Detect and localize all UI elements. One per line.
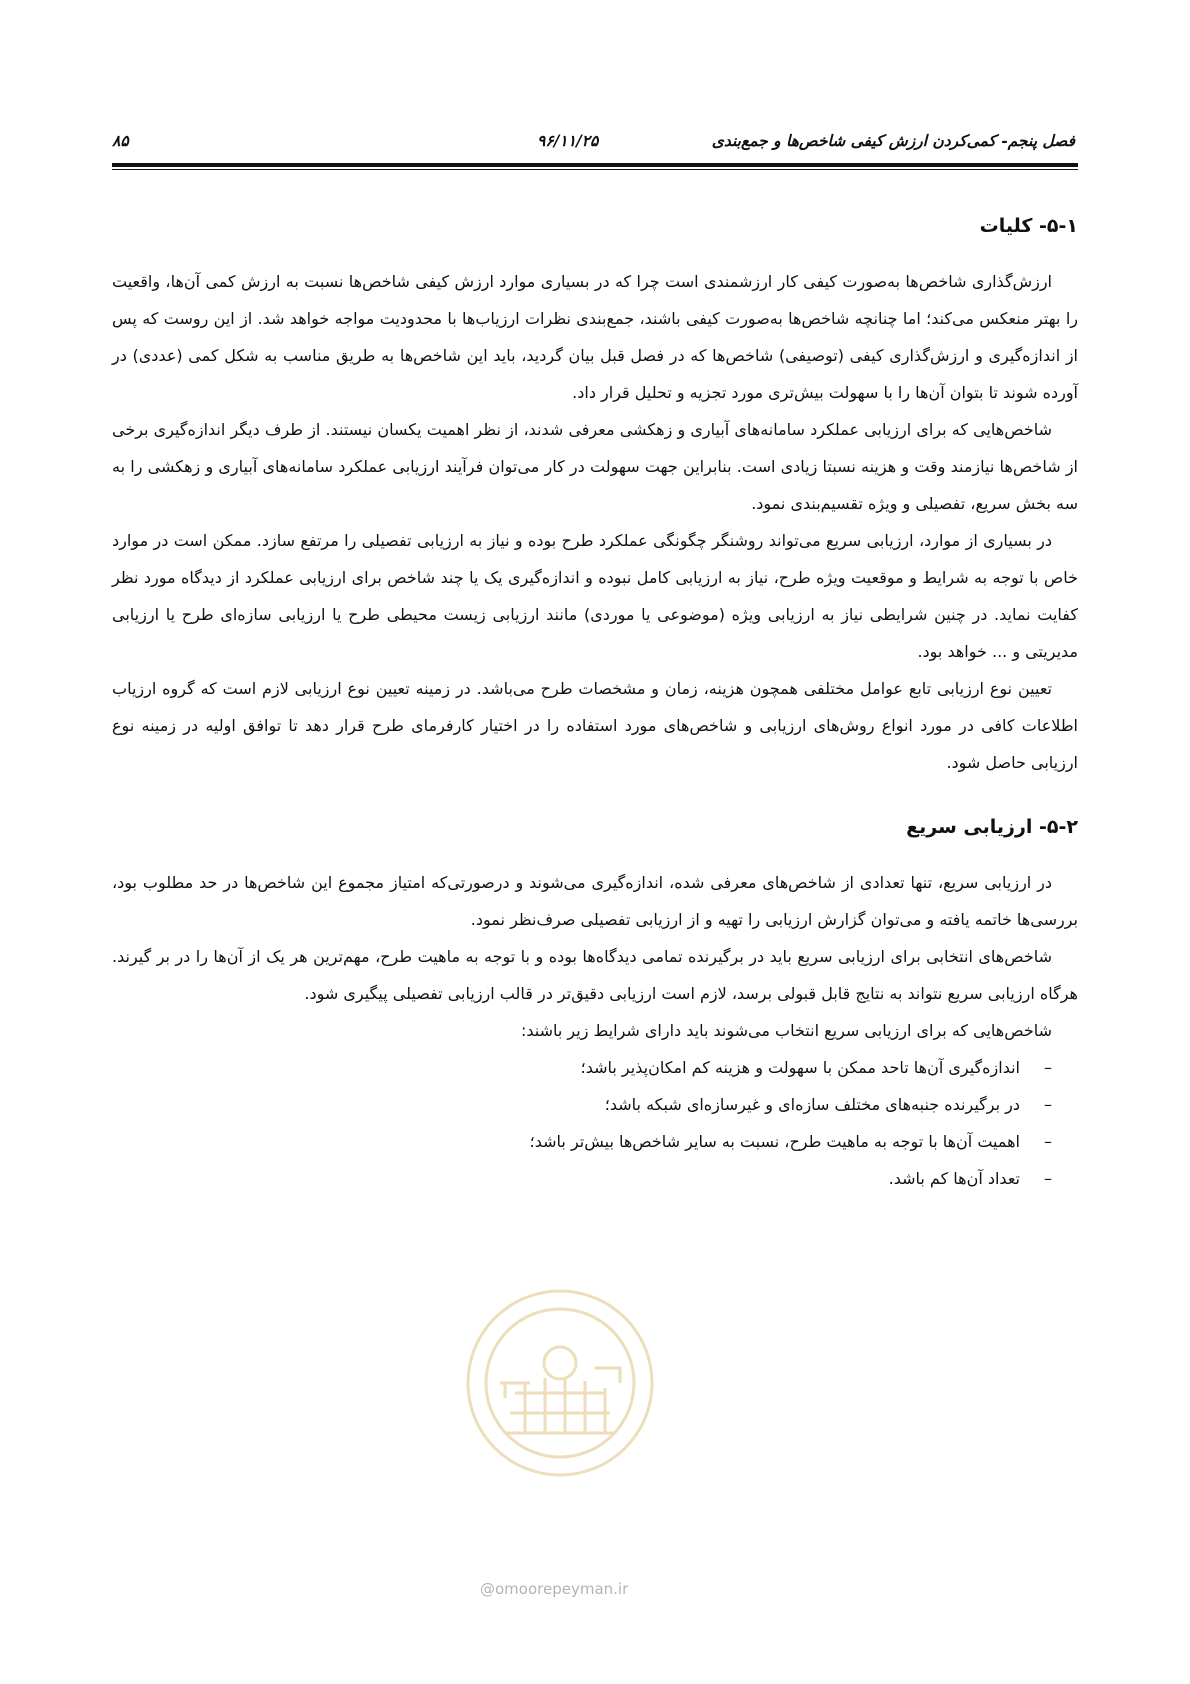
list-intro: شاخص‌هایی که برای ارزیابی سریع انتخاب می‌شوند باید دارای شرایط زیر باشند: (520, 1021, 1052, 1040)
section1-paragraph: شاخص‌هایی که برای ارزیابی عملکرد سامانه‌های آبیاری و زهکشی معرفی شدند، از نظر اهمیت یکسان نیستند. از طرف دیگر اندازه‌گیری برخی از شاخص‌ها نیازمند وقت و هزینه نسبتا زیادی است. بنابراین جهت سهولت در کار می‌توان فرآیند ارزیابی عملکرد سامانه‌های آبیاری و زهکشی را به سه بخش سریع، تفصیلی و ویژه تقسیم‌بندی نمود. (112, 420, 1078, 513)
dash-marker: – (1044, 1058, 1052, 1077)
criteria-list (112, 1049, 1078, 1197)
section2-paragraph: شاخص‌های انتخابی برای ارزیابی سریع باید در برگیرنده تمامی دیدگاه‌ها بوده و با توجه به ماهیت طرح، مهم‌ترین هر یک از آن‌ها را در بر گیرند. هرگاه ارزیابی سریع نتواند به نتایج قابل قبولی برسد، لازم است ارزیابی دقیق‌تر در قالب ارزیابی تفصیلی پیگیری شود. (112, 947, 1078, 1003)
section-heading-rapid-evaluation: ۵-۲- ارزیابی سریع (906, 816, 1078, 838)
page-content (112, 210, 1078, 1197)
page-header (112, 128, 1075, 156)
list-item (112, 1049, 1078, 1086)
header-date: ۹۶/۱۱/۲۵ (537, 131, 599, 150)
section1-paragraph: در بسیاری از موارد، ارزیابی سریع می‌تواند روشنگر چگونگی عملکرد طرح بوده و نیاز به ارزیابی تفصیلی را مرتفع سازد. ممکن است در موارد خاص با توجه به شرایط و موقعیت ویژه طرح، نیاز به ارزیابی کامل نبوده و اندازه‌گیری یک یا چند شاخص برای ارزیابی عملکرد از دیدگاه مورد نظر کفایت نماید. در چنین شرایطی نیاز به ارزیابی ویژه (موضوعی یا موردی) مانند ارزیابی زیست محیطی طرح یا ارزیابی سازه‌ای طرح یا ارزیابی مدیریتی و ... خواهد بود. (112, 531, 1078, 661)
list-item-text: تعداد آن‌ها کم باشد. (888, 1169, 1020, 1188)
page-number: ۸۵ (112, 131, 129, 150)
list-item (112, 1086, 1078, 1123)
dash-marker: – (1044, 1095, 1052, 1114)
section1-paragraph: تعیین نوع ارزیابی تابع عوامل مختلفی همچون هزینه، زمان و مشخصات طرح می‌باشد. در زمینه تعیین نوع ارزیابی لازم است که گروه ارزیاب اطلاعات کافی در مورد انواع روش‌های ارزیابی و شاخص‌های مورد استفاده را در اختیار کارفرمای طرح قرار دهد تا توافق اولیه در زمینه نوع ارزیابی حاصل شود. (112, 679, 1078, 772)
watermark-site: @omoorepeyman.ir (480, 1580, 629, 1598)
list-item-text: در برگیرنده جنبه‌های مختلف سازه‌ای و غیرسازه‌ای شبکه باشد؛ (604, 1095, 1020, 1114)
header-rule-thick (112, 163, 1078, 167)
list-item (112, 1123, 1078, 1160)
chapter-title: فصل پنجم- کمی‌کردن ارزش کیفی شاخص‌ها و جمع‌بندی (711, 131, 1075, 150)
section1-paragraph: ارزش‌گذاری شاخص‌ها به‌صورت کیفی کار ارزشمندی است چرا که در بسیاری موارد ارزش کیفی شاخص‌ها نسبت به ارزش کمی آن‌ها، واقعیت را بهتر منعکس می‌کند؛ اما چنانچه شاخص‌ها به‌صورت کیفی باشند، جمع‌بندی نظرات ارزیاب‌ها با محدودیت مواجه خواهد شد. از این روست که پس از اندازه‌گیری و ارزش‌گذاری کیفی (توصیفی) شاخص‌ها که در فصل قبل بیان گردید، باید این شاخص‌ها به طریق مناسب به شکل کمی (عددی) در آورده شوند تا بتوان آن‌ها را با سهولت بیش‌تری مورد تجزیه و تحلیل قرار داد. (112, 272, 1078, 402)
section-heading-general: ۵-۱- کلیات (979, 215, 1078, 237)
dash-marker: – (1044, 1169, 1052, 1188)
dash-marker: – (1044, 1132, 1052, 1151)
header-rule-thin (112, 169, 1078, 170)
list-item-text: اندازه‌گیری آن‌ها تاحد ممکن با سهولت و هزینه کم امکان‌پذیر باشد؛ (580, 1058, 1020, 1077)
list-item (112, 1160, 1078, 1197)
watermark-seal-icon (455, 1283, 665, 1483)
section2-paragraph: در ارزیابی سریع، تنها تعدادی از شاخص‌های معرفی شده، اندازه‌گیری می‌شوند و درصورتی‌که امتیاز مجموع این شاخص‌ها در حد مطلوب بود، بررسی‌ها خاتمه یافته و می‌توان گزارش ارزیابی را تهیه و از ارزیابی تفصیلی صرف‌نظر نمود. (112, 873, 1078, 929)
list-item-text: اهمیت آن‌ها با توجه به ماهیت طرح، نسبت به سایر شاخص‌ها بیش‌تر باشد؛ (529, 1132, 1020, 1151)
